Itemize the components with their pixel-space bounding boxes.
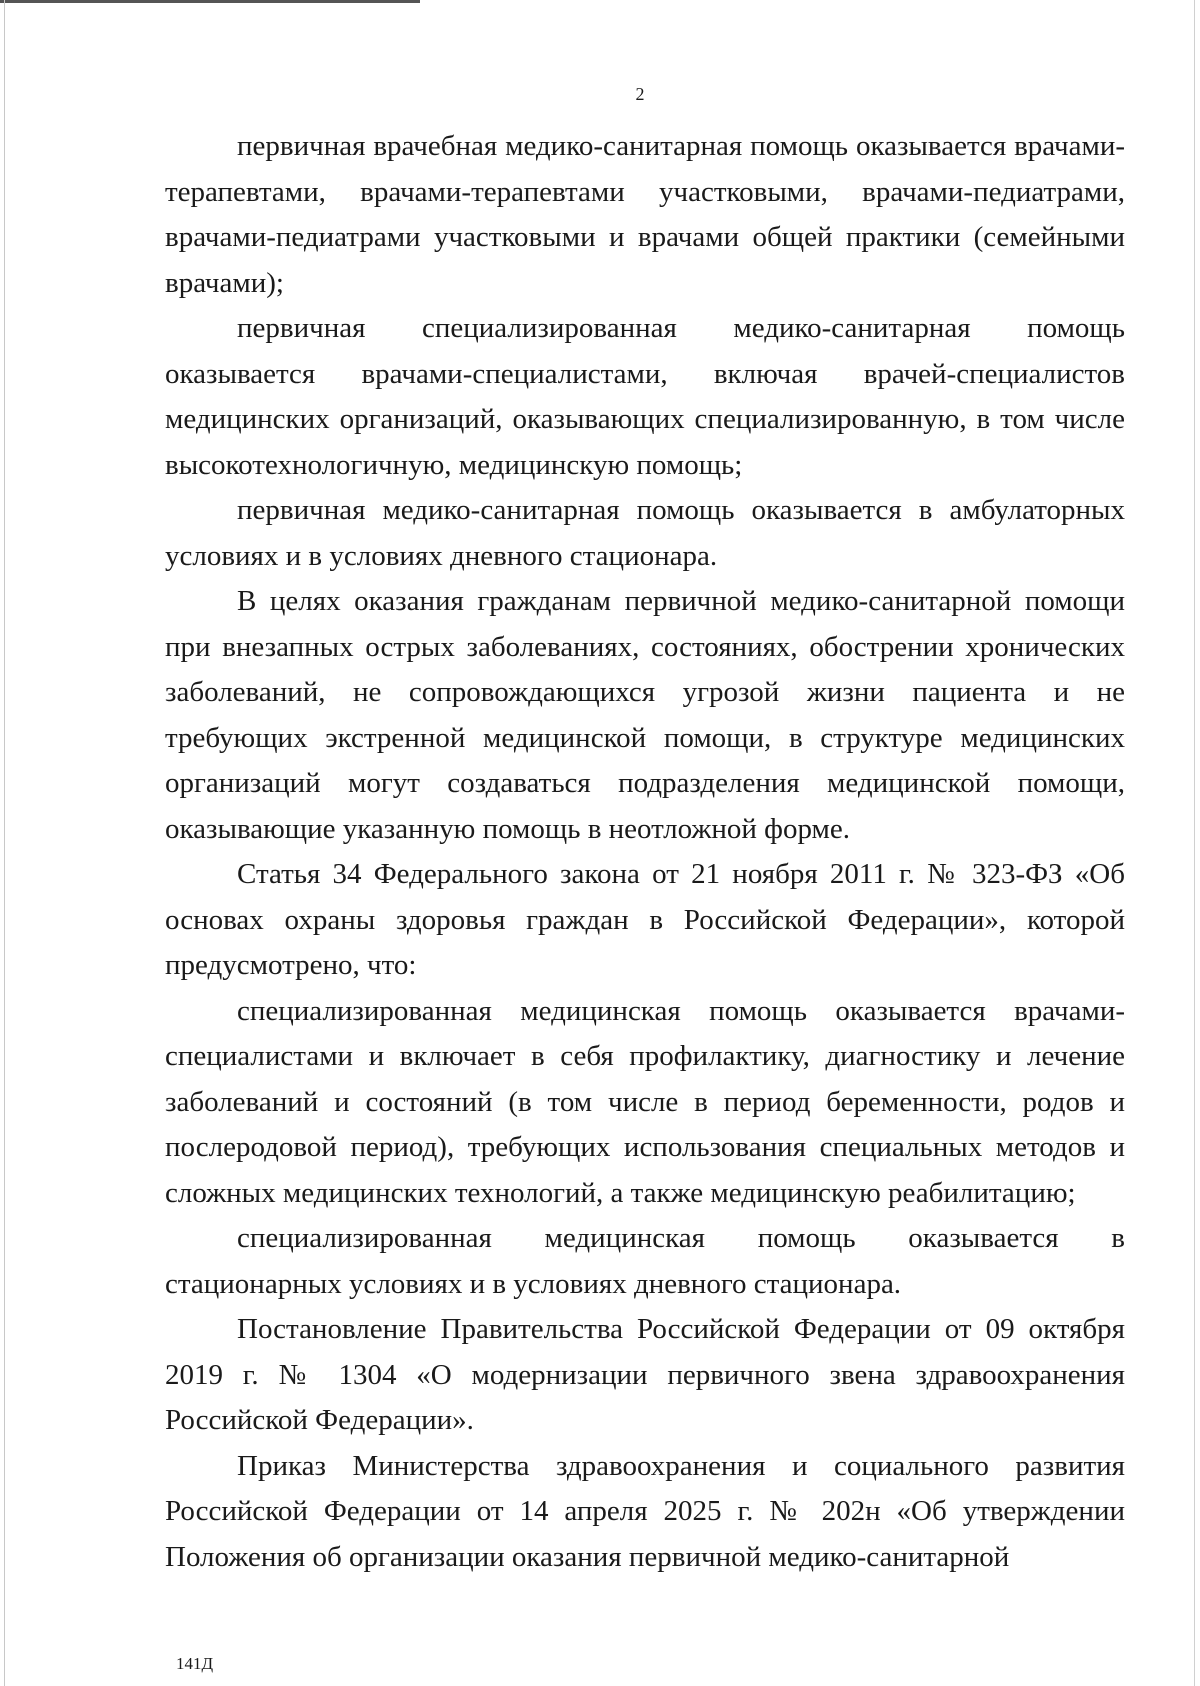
footer-code: 141Д [176,1654,214,1673]
paragraph-specialized-care-conditions: специализированная медицинская помощь оказывается в стационарных условиях и в условиях дневного стационара. [165,1222,1125,1300]
paragraph-primary-specialized-care: первичная специализированная медико-санитарная помощь оказывается врачами-специалистами, включая врачей-специалистов медицинских организаций, оказывающих специализированную, в том числе высокотехнологичную, медицинскую помощь; [165,312,1125,481]
scan-edge-right [1194,0,1195,1686]
paragraph-government-resolution: Постановление Правительства Российской Федерации от 09 октября 2019 г. № 1304 «О модернизации первичного звена здравоохранения Российской Федерации». [165,1313,1125,1436]
scan-edge-top [0,0,420,3]
paragraph-primary-doctor-care: первичная врачебная медико-санитарная помощь оказывается врачами-терапевтами, врачами-терапевтами участковыми, врачами-педиатрами, врачами-педиатрами участковыми и врачами общей практики (семейными врачами); [165,130,1125,299]
paragraph-specialized-care: специализированная медицинская помощь оказывается врачами-специалистами и включает в себя профилактику, диагностику и лечение заболеваний и состояний (в том числе в период беременности, родов и послеродовой период), требующих использования специальных методов и сложных медицинских технологий, а также медицинскую реабилитацию; [165,994,1125,1209]
page-number: 2 [635,84,645,104]
document-body [165,124,1125,1580]
paragraph-primary-care-conditions: первичная медико-санитарная помощь оказывается в амбулаторных условиях и в условиях дневного стационара. [165,494,1125,572]
paragraph-ministry-order: Приказ Министерства здравоохранения и социального развития Российской Федерации от 14 апреля 2025 г. № 202н «Об утверждении Положения об организации оказания первичной медико-санитарной [165,1449,1125,1573]
paragraph-article-34: Статья 34 Федерального закона от 21 ноября 2011 г. № 323-ФЗ «Об основах охраны здоровья граждан в Российской Федерации», которой предусмотрено, что: [165,858,1125,981]
paragraph-urgent-care-units: В целях оказания гражданам первичной медико-санитарной помощи при внезапных острых заболеваниях, состояниях, обострении хронических заболеваний, не сопровождающихся угрозой жизни пациента и не требующих экстренной медицинской помощи, в структуре медицинских организаций могут создаваться подразделения медицинской помощи, оказывающие указанную помощь в неотложной форме. [165,585,1125,845]
scan-edge-left [4,0,5,1686]
